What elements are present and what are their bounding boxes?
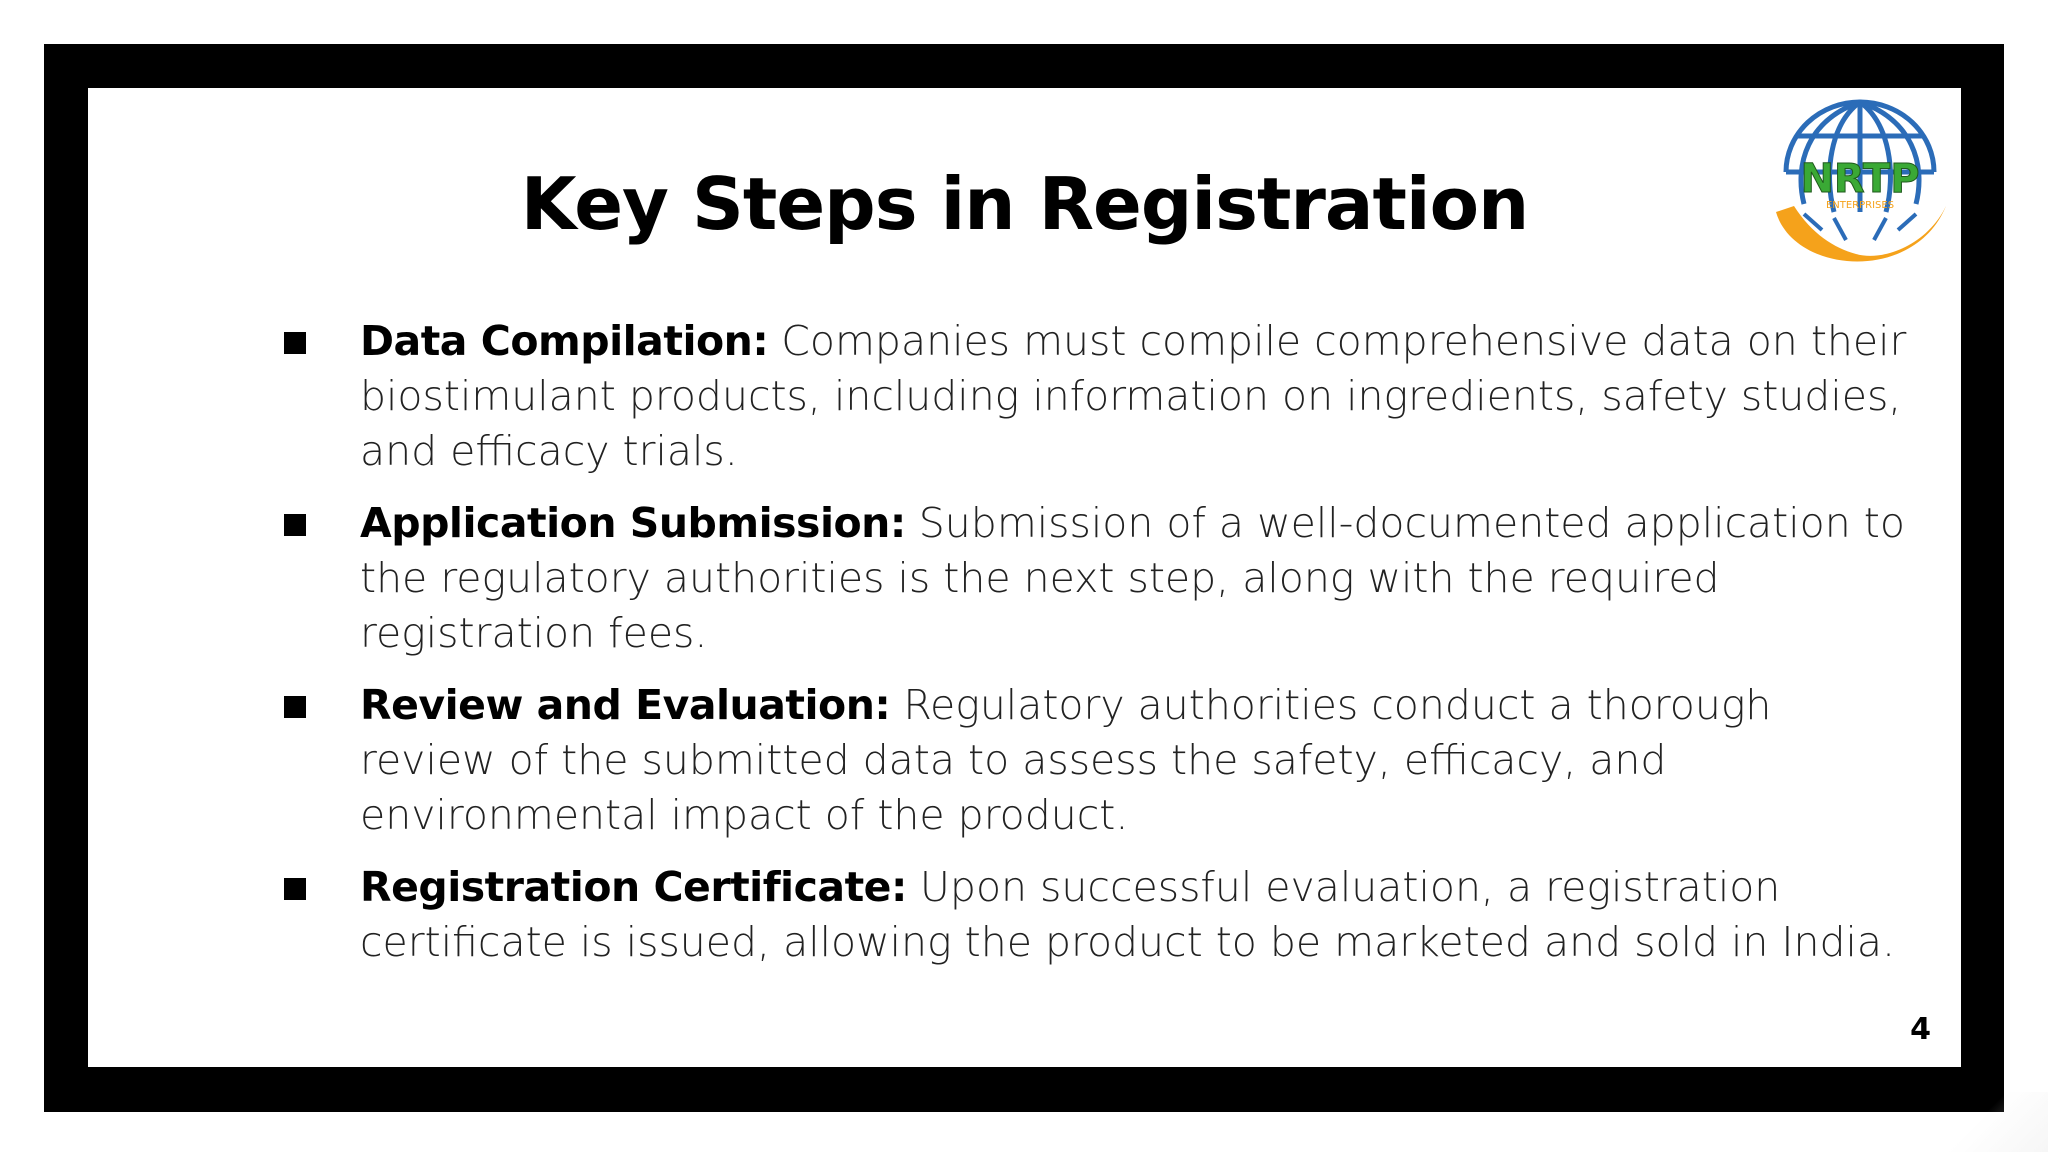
bullet-term: Application Submission: bbox=[360, 499, 906, 547]
bullet-item-registration-certificate bbox=[198, 860, 1918, 970]
bullet-term: Data Compilation: bbox=[360, 317, 769, 365]
bullet-item-application-submission bbox=[198, 496, 1918, 661]
slide-title: Key Steps in Registration bbox=[520, 162, 1529, 246]
slide bbox=[88, 88, 1961, 1067]
globe-lower-line bbox=[1874, 218, 1886, 240]
logo-graphic bbox=[1764, 94, 1956, 286]
hand-shape bbox=[1776, 206, 1946, 262]
page-corner-shadow bbox=[1938, 1092, 2048, 1152]
globe-lower-line bbox=[1898, 214, 1916, 230]
square-bullet-icon bbox=[284, 332, 306, 354]
bullet-item-review-evaluation bbox=[198, 678, 1918, 843]
nrtp-logo bbox=[1764, 94, 1956, 286]
page-number: 4 bbox=[1910, 1012, 1931, 1047]
bullet-text: Submission of a well-documented application to the regulatory authorities is the next step, along with the required registration fees. bbox=[360, 499, 1905, 657]
bullet-text: Companies must compile comprehensive data on their biostimulant products, including information on ingredients, safety studies, and efficacy trials. bbox=[360, 317, 1907, 475]
bullet-term: Review and Evaluation: bbox=[360, 681, 891, 729]
logo-text: NRTP bbox=[1800, 156, 1920, 202]
square-bullet-icon bbox=[284, 696, 306, 718]
bullet-term: Registration Certificate: bbox=[360, 863, 907, 911]
bullet-item-data-compilation bbox=[198, 314, 1918, 479]
globe-lower-line bbox=[1834, 218, 1846, 240]
square-bullet-icon bbox=[284, 514, 306, 536]
bullet-text: Regulatory authorities conduct a thorough review of the submitted data to assess the safety, efficacy, and environmental impact of the product. bbox=[360, 681, 1772, 839]
bullet-text: Upon successful evaluation, a registration certificate is issued, allowing the product to be marketed and sold in India. bbox=[360, 863, 1896, 966]
square-bullet-icon bbox=[284, 878, 306, 900]
bullet-list bbox=[198, 314, 1918, 987]
logo-subtext: ENTERPRISES bbox=[1825, 200, 1895, 211]
